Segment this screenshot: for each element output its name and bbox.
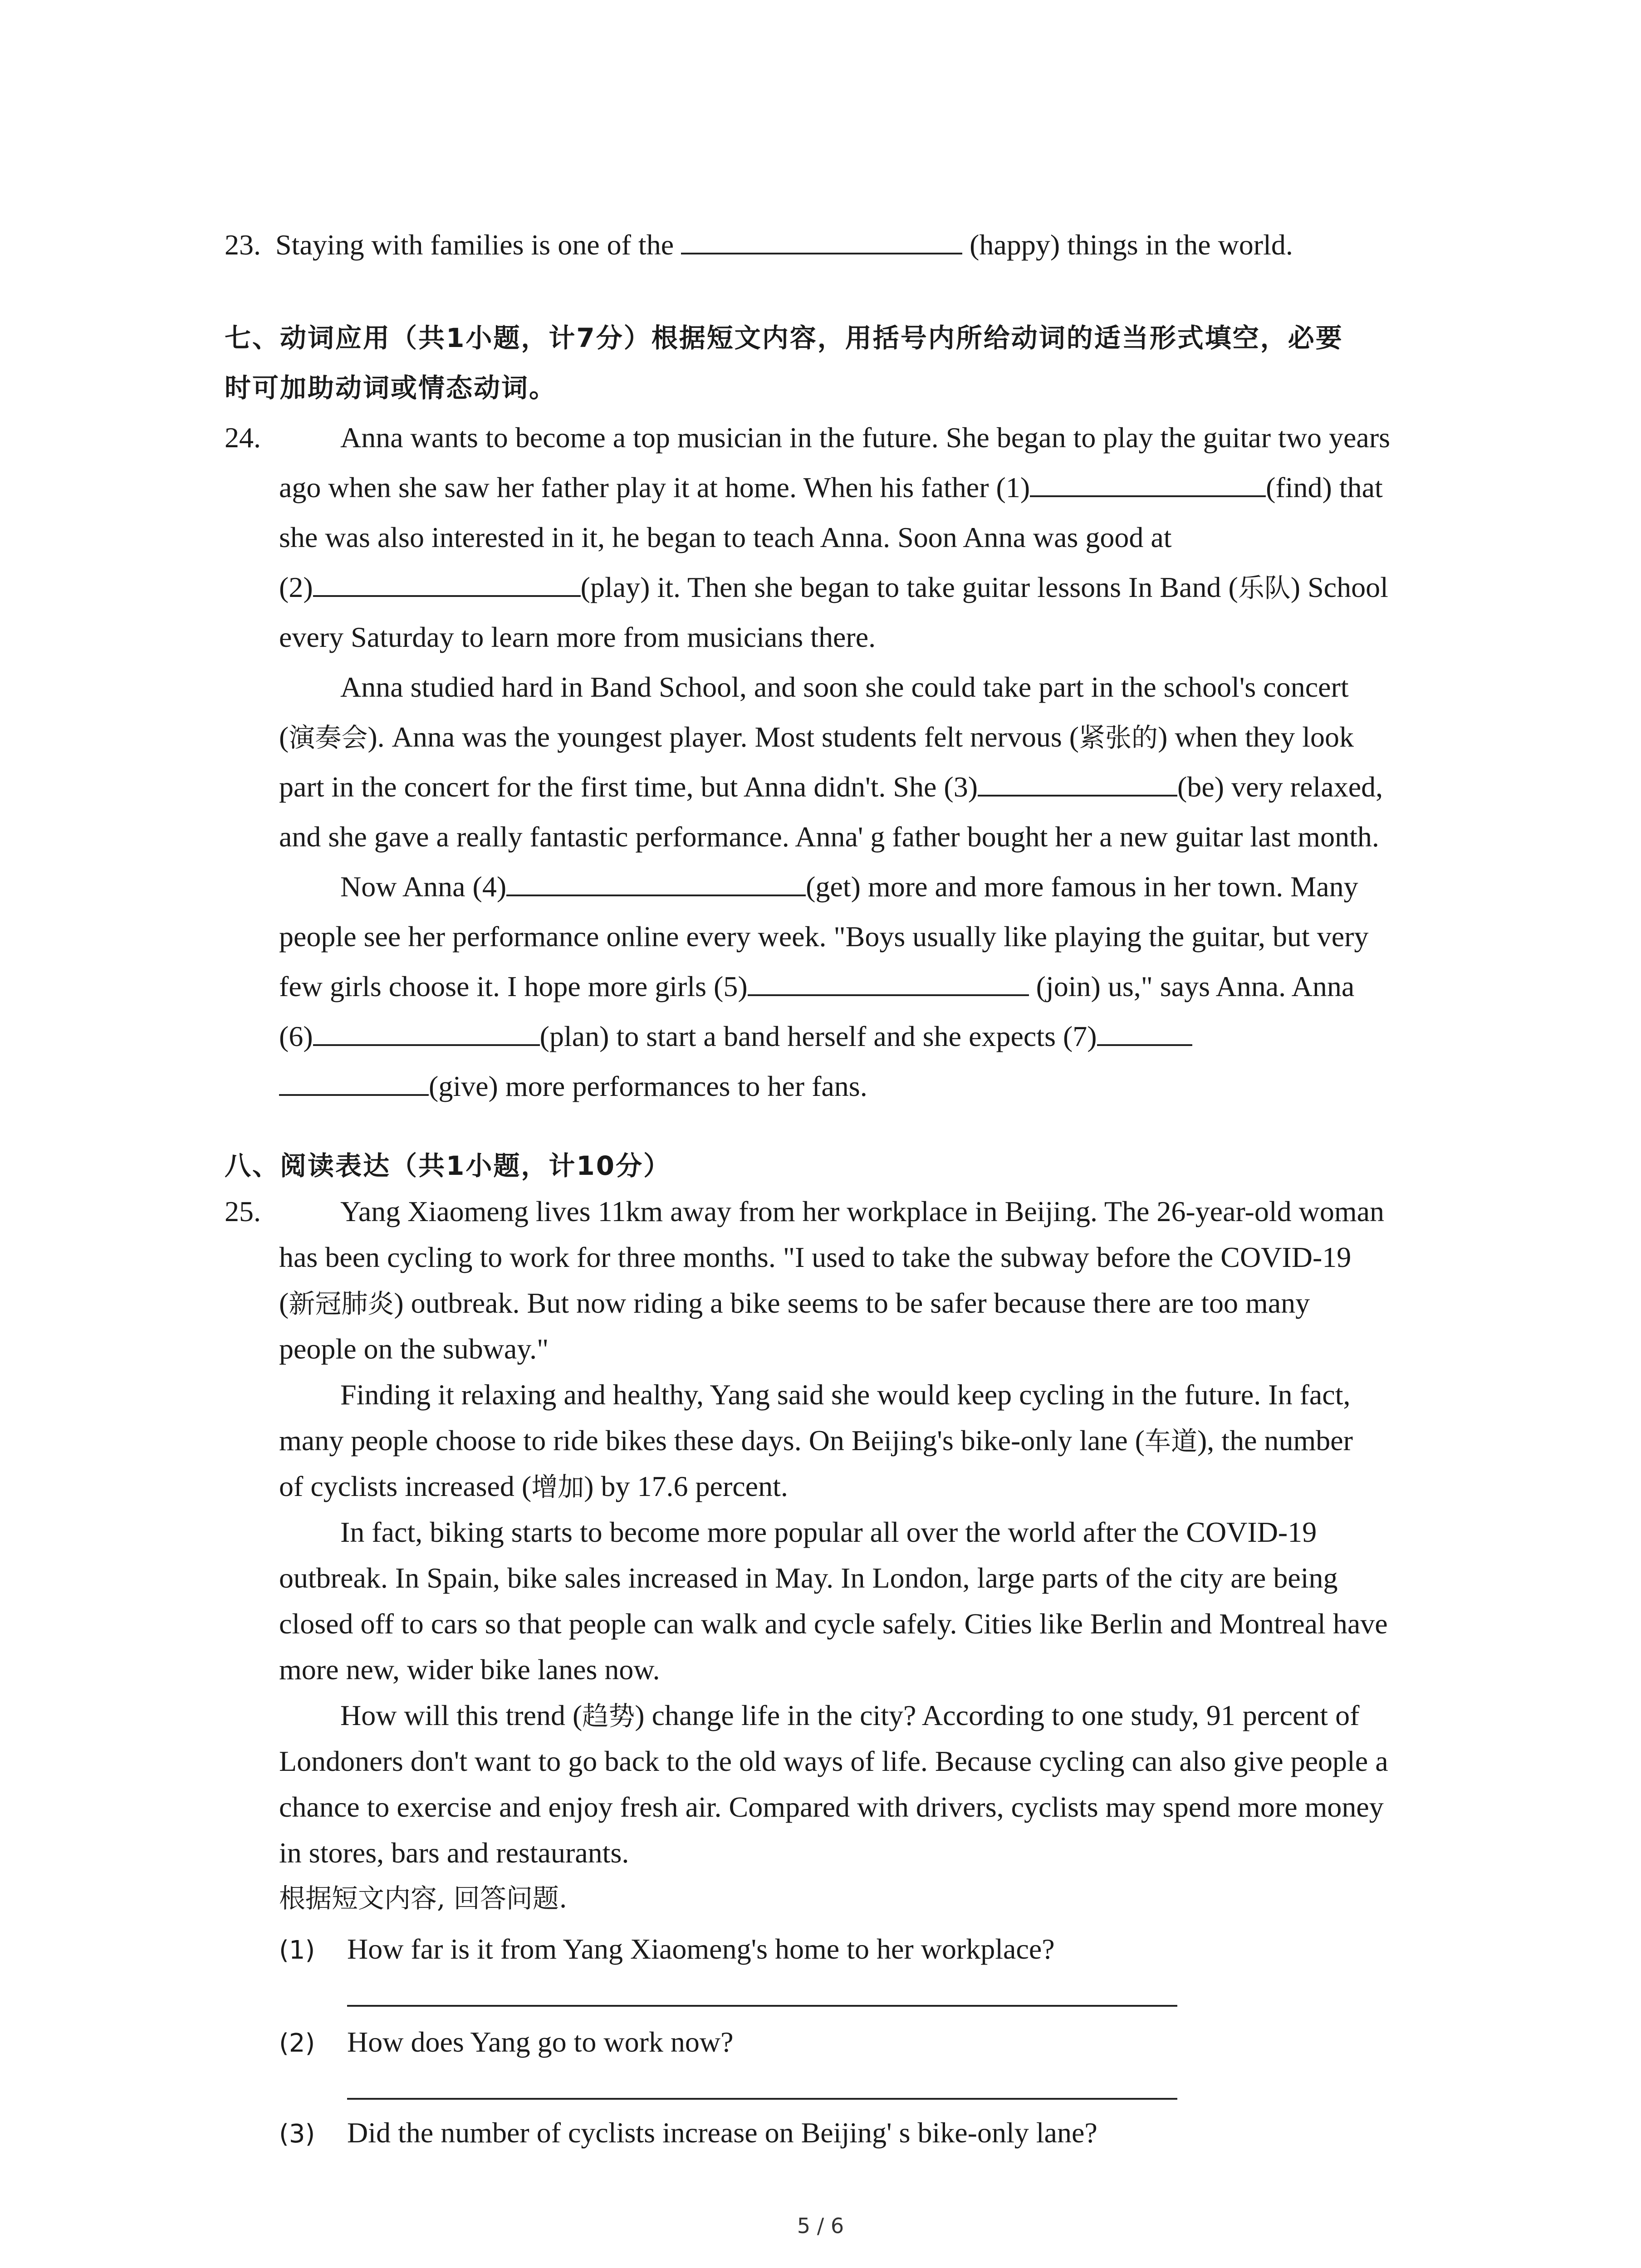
passage-line: and she gave a really fantastic performance. Anna' g father bought her a new guitar last month. — [279, 821, 1379, 853]
blank-2[interactable] — [313, 568, 581, 597]
blank-4[interactable] — [506, 867, 806, 896]
text: ) when they look — [1158, 721, 1354, 753]
passage-line: more new, wider bike lanes now. — [279, 1653, 660, 1686]
question-25 — [225, 1188, 1481, 1921]
text: ago when she saw her father play it at home. When his father (1) — [279, 471, 1030, 503]
text: (plan) to start a band herself and she expects (7) — [539, 1020, 1097, 1052]
passage-line — [279, 1012, 1481, 1061]
passage-line: Anna wants to become a top musician in the future. She began to play the guitar two years — [340, 421, 1391, 454]
blank-1[interactable] — [1030, 468, 1266, 497]
chinese-gloss: 新冠肺炎 — [289, 1288, 394, 1319]
passage-line: every Saturday to learn more from musicians there. — [279, 621, 876, 653]
passage-line — [279, 1418, 1481, 1463]
sub-question-text: How does Yang go to work now? — [347, 2026, 734, 2058]
passage-line: Anna studied hard in Band School, and soon she could take part in the school's concert — [340, 671, 1349, 703]
question-number: 25. — [225, 1195, 261, 1227]
text: ( — [279, 721, 289, 753]
passage — [279, 1188, 1481, 1921]
text: ), the number — [1197, 1424, 1353, 1457]
answer-line-2[interactable] — [347, 2098, 1177, 2100]
sub-question-number: (1) — [279, 1936, 315, 1965]
passage-line: chance to exercise and enjoy fresh air. Compared with drivers, cyclists may spend more money — [279, 1791, 1384, 1823]
passage-line: In fact, biking starts to become more popular all over the world after the COVID-19 — [340, 1516, 1317, 1548]
blank-7-continued[interactable] — [279, 1067, 429, 1096]
text: ). Anna was the youngest player. Most students felt nervous ( — [367, 721, 1079, 753]
passage-line: she was also interested in it, he began to teach Anna. Soon Anna was good at — [279, 521, 1172, 553]
answer-blank[interactable] — [681, 225, 962, 254]
passage-line — [279, 712, 1481, 762]
section-heading-line: 七、动词应用（共1小题，计7分）根据短文内容，用括号内所给动词的适当形式填空，必要 — [225, 323, 1343, 353]
blank-3[interactable] — [978, 767, 1177, 797]
chinese-gloss: 车道 — [1144, 1426, 1197, 1457]
section-heading-7 — [225, 313, 1477, 413]
text: many people choose to ride bikes these days. On Beijing's bike-only lane ( — [279, 1424, 1145, 1457]
passage-line: Yang Xiaomeng lives 11km away from her workplace in Beijing. The 26-year-old woman — [340, 1195, 1384, 1227]
passage-line — [279, 1692, 1481, 1738]
sub-question-2 — [279, 2025, 734, 2059]
passage-line — [279, 862, 1481, 912]
text: ( — [279, 1287, 289, 1319]
passage-line: closed off to cars so that people can walk and cycle safely. Cities like Berlin and Montreal have — [279, 1608, 1388, 1640]
sub-question-number: (3) — [279, 2119, 315, 2149]
section-heading-8 — [225, 1141, 1477, 1191]
question-number: 24. — [225, 421, 261, 454]
chinese-gloss: 紧张的 — [1079, 722, 1158, 753]
passage-line — [279, 463, 1481, 513]
text: (give) more performances to her fans. — [429, 1070, 867, 1102]
question-23 — [225, 218, 1586, 272]
sub-question-text: Did the number of cyclists increase on Beijing' s bike-only lane? — [347, 2116, 1097, 2149]
passage-line: Finding it relaxing and healthy, Yang said she would keep cycling in the future. In fact, — [340, 1378, 1351, 1411]
text: ) outbreak. But now riding a bike seems to be safer because there are too many — [394, 1287, 1310, 1319]
chinese-gloss: 趋势 — [582, 1701, 635, 1731]
text: How will this trend ( — [340, 1699, 583, 1731]
sub-question-text: How far is it from Yang Xiaomeng's home to her workplace? — [347, 1933, 1055, 1965]
sub-question-1 — [279, 1932, 1055, 1966]
passage-line: people see her performance online every week. "Boys usually like playing the guitar, but very — [279, 920, 1369, 953]
passage-line — [279, 1463, 1481, 1509]
question-text: Staying with families is one of the — [275, 229, 674, 261]
blank-5[interactable] — [748, 967, 1029, 996]
question-hint: (happy) things in the world. — [970, 229, 1293, 261]
blank-6[interactable] — [313, 1017, 540, 1046]
chinese-gloss: 增加 — [531, 1471, 584, 1502]
passage-line: people on the subway." — [279, 1333, 549, 1365]
sub-question-3 — [279, 2116, 1097, 2150]
text: ) School — [1290, 571, 1388, 603]
text: ) by 17.6 percent. — [584, 1470, 788, 1502]
instruction: 根据短文内容, 回答问题. — [279, 1883, 568, 1914]
passage-line: Londoners don't want to go back to the old ways of life. Because cycling can also give people a — [279, 1745, 1388, 1777]
passage-line: in stores, bars and restaurants. — [279, 1837, 629, 1869]
sub-question-number: (2) — [279, 2028, 315, 2058]
text: (2) — [279, 571, 313, 603]
text: (6) — [279, 1020, 313, 1052]
passage-line — [279, 1280, 1481, 1326]
text: (play) it. Then she began to take guitar lessons In Band ( — [580, 571, 1238, 603]
text: Now Anna (4) — [340, 870, 507, 903]
passage-line — [279, 1061, 1481, 1111]
text: (find) that — [1266, 471, 1383, 503]
passage-line: has been cycling to work for three months. "I used to take the subway before the COVID-19 — [279, 1241, 1352, 1273]
passage-line — [279, 562, 1481, 612]
passage-line: outbreak. In Spain, bike sales increased in May. In London, large parts of the city are being — [279, 1562, 1338, 1594]
answer-line-1[interactable] — [347, 2005, 1177, 2007]
passage — [279, 413, 1481, 1111]
text: (get) more and more famous in her town. Many — [806, 870, 1358, 903]
question-24 — [225, 413, 1481, 1111]
chinese-gloss: 演奏会 — [289, 722, 368, 753]
passage-line — [279, 762, 1481, 812]
text: part in the concert for the first time, but Anna didn't. She (3) — [279, 771, 978, 803]
text: few girls choose it. I hope more girls (5) — [279, 970, 748, 1002]
text: (join) us," says Anna. Anna — [1029, 970, 1355, 1002]
text: (be) very relaxed, — [1177, 771, 1383, 803]
text: of cyclists increased ( — [279, 1470, 532, 1502]
section-heading-line: 八、阅读表达（共1小题，计10分） — [225, 1150, 671, 1181]
text: ) change life in the city? According to one study, 91 percent of — [635, 1699, 1360, 1731]
page-number: 5 / 6 — [797, 2214, 844, 2238]
passage-line — [279, 962, 1481, 1012]
chinese-gloss: 乐队 — [1238, 572, 1291, 603]
question-number: 23. — [225, 229, 261, 261]
section-heading-line: 时可加助动词或情态动词。 — [225, 372, 557, 403]
blank-7[interactable] — [1097, 1017, 1192, 1046]
